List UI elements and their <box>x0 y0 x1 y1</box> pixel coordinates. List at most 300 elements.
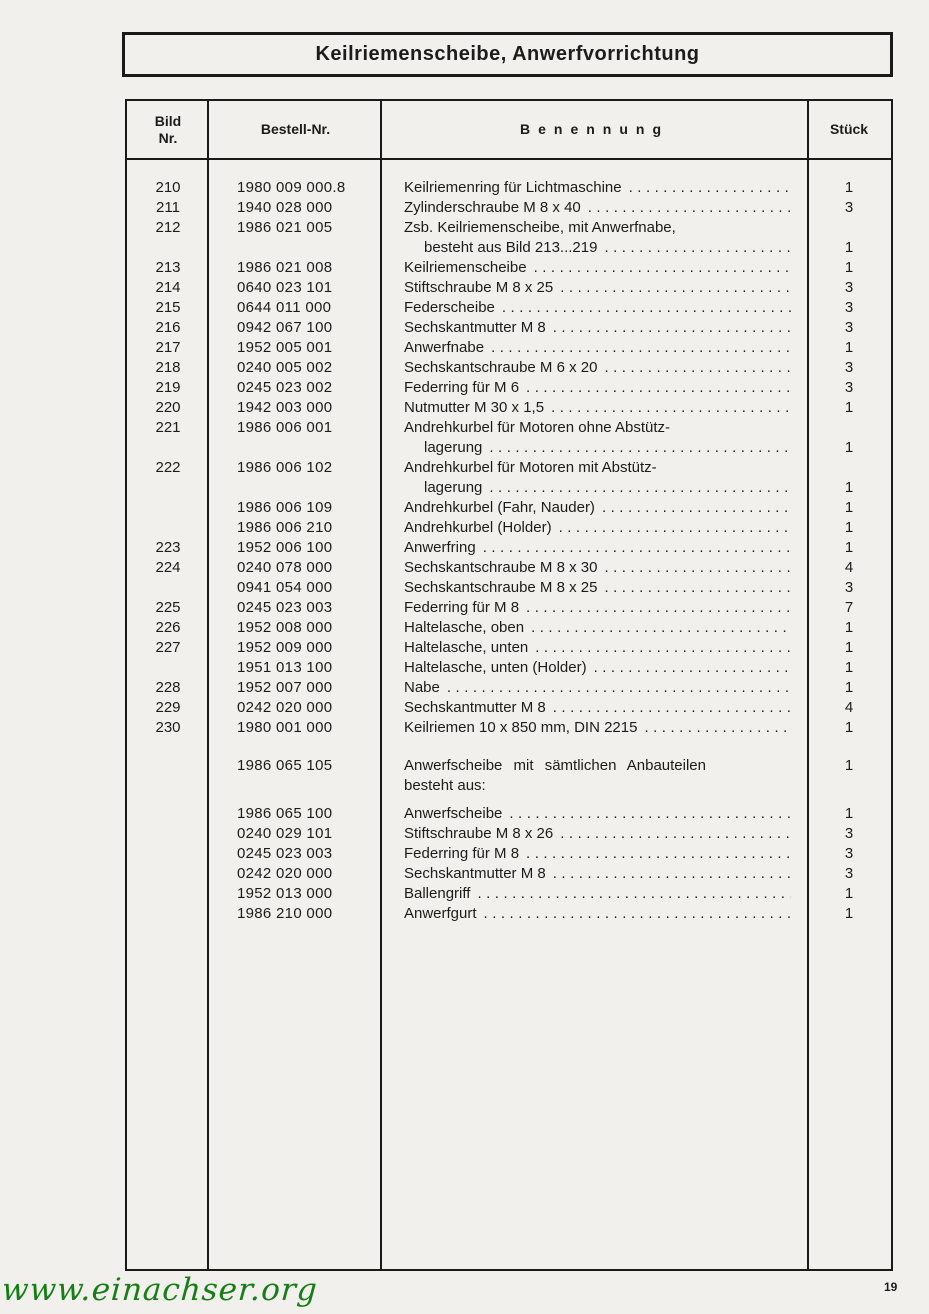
cell-bestell-nr: 1952 007 000 <box>237 679 333 696</box>
cell-stueck <box>807 458 891 498</box>
cell-bild-nr: 220 <box>155 399 181 416</box>
column-divider <box>380 101 382 1269</box>
qty-line: 1 <box>844 805 854 822</box>
table-row <box>127 844 891 864</box>
benennung-line <box>404 638 791 658</box>
table-row <box>127 358 891 378</box>
row-spacer <box>127 796 891 804</box>
header-bild-nr-label: Bild Nr. <box>154 112 182 146</box>
benennung-line <box>404 598 791 618</box>
part-name: Stiftschraube M 8 x 25 <box>404 279 554 296</box>
header-bild-nr <box>127 101 209 158</box>
qty-line: 4 <box>844 699 854 716</box>
cell-stueck <box>807 718 891 738</box>
cell-bild-nr <box>127 518 209 538</box>
cell-bild-nr: 217 <box>155 339 181 356</box>
qty-line: 3 <box>844 319 854 336</box>
cell-stueck <box>807 678 891 698</box>
cell-bestell-nr: 1952 013 000 <box>237 885 333 902</box>
cell-bild-nr <box>127 756 209 796</box>
cell-bild-nr <box>127 844 209 864</box>
qty-line: 3 <box>844 579 854 596</box>
benennung-line <box>404 776 791 796</box>
table-row <box>127 578 891 598</box>
cell-benennung <box>382 844 807 864</box>
cell-bestell-nr: 0240 078 000 <box>237 559 333 576</box>
benennung-line <box>404 378 791 398</box>
cell-stueck <box>807 904 891 924</box>
cell-stueck <box>807 418 891 458</box>
part-name: Federring für M 8 <box>404 845 520 862</box>
dot-leader <box>483 538 791 558</box>
dot-leader <box>526 598 791 618</box>
cell-stueck <box>807 278 891 298</box>
part-name: Sechskantmutter M 8 <box>404 699 546 716</box>
dot-leader <box>534 258 791 278</box>
column-divider <box>807 101 809 1269</box>
part-name: Federscheibe <box>404 299 495 316</box>
cell-benennung <box>382 678 807 698</box>
qty-line: 1 <box>844 179 854 196</box>
page-number: 19 <box>884 1280 898 1294</box>
cell-bestell-nr: 1986 210 000 <box>237 905 333 922</box>
cell-benennung <box>382 756 807 796</box>
cell-benennung <box>382 804 807 824</box>
table-row <box>127 298 891 318</box>
cell-bild-nr <box>127 864 209 884</box>
dot-leader <box>491 338 791 358</box>
table-row <box>127 884 891 904</box>
qty-line: 1 <box>844 239 854 256</box>
cell-bestell-nr: 0245 023 003 <box>237 845 333 862</box>
part-name: lagerung <box>424 439 483 456</box>
table-row <box>127 864 891 884</box>
benennung-line <box>404 298 791 318</box>
benennung-line <box>404 824 791 844</box>
dot-leader <box>604 558 791 578</box>
qty-line: 3 <box>844 845 854 862</box>
qty-line: 1 <box>844 259 854 276</box>
cell-benennung <box>382 518 807 538</box>
qty-line: 1 <box>844 757 854 774</box>
table-row <box>127 378 891 398</box>
table-row <box>127 698 891 718</box>
part-name: besteht aus Bild 213...219 <box>424 239 598 256</box>
part-name: Sechskantschraube M 8 x 30 <box>404 559 598 576</box>
benennung-line <box>404 398 791 418</box>
qty-line: 3 <box>844 279 854 296</box>
cell-stueck <box>807 864 891 884</box>
qty-line: 1 <box>844 499 854 516</box>
part-name: Sechskantmutter M 8 <box>404 319 546 336</box>
dot-leader <box>526 378 791 398</box>
cell-stueck <box>807 358 891 378</box>
cell-bild-nr: 218 <box>155 359 181 376</box>
qty-line: 1 <box>844 339 854 356</box>
cell-bestell-nr: 0644 011 000 <box>237 299 332 316</box>
dot-leader <box>604 358 791 378</box>
cell-benennung <box>382 318 807 338</box>
part-name: besteht aus: <box>404 777 486 794</box>
part-name: Andrehkurbel für Motoren ohne Abstütz- <box>404 419 670 436</box>
cell-benennung <box>382 538 807 558</box>
benennung-line <box>404 658 791 678</box>
cell-benennung <box>382 418 807 458</box>
cell-benennung <box>382 398 807 418</box>
cell-bestell-nr: 1980 009 000.8 <box>237 179 346 196</box>
dot-leader <box>551 398 791 418</box>
dot-leader <box>553 318 791 338</box>
cell-bild-nr <box>127 884 209 904</box>
cell-benennung <box>382 218 807 258</box>
benennung-line <box>404 578 791 598</box>
benennung-line <box>404 278 791 298</box>
cell-bild-nr: 223 <box>155 539 181 556</box>
benennung-line <box>404 198 791 218</box>
page-title: Keilriemenscheibe, Anwerfvorrichtung <box>315 43 700 65</box>
dot-leader <box>604 578 791 598</box>
table-row <box>127 518 891 538</box>
qty-line: 1 <box>844 399 854 416</box>
cell-stueck <box>807 218 891 258</box>
cell-stueck <box>807 198 891 218</box>
cell-bestell-nr: 0245 023 003 <box>237 599 333 616</box>
cell-bestell-nr: 1986 021 008 <box>237 259 333 276</box>
table-body <box>127 160 891 1269</box>
cell-bild-nr: 219 <box>155 379 181 396</box>
qty-line: 1 <box>844 719 854 736</box>
qty-line <box>807 218 891 238</box>
cell-benennung <box>382 824 807 844</box>
cell-bild-nr <box>127 904 209 924</box>
benennung-line <box>404 478 791 498</box>
cell-stueck <box>807 398 891 418</box>
cell-stueck <box>807 558 891 578</box>
dot-leader <box>484 904 791 924</box>
cell-bild-nr: 221 <box>155 419 181 436</box>
part-name: Nabe <box>404 679 440 696</box>
cell-stueck <box>807 756 891 796</box>
dot-leader <box>560 824 791 844</box>
cell-benennung <box>382 358 807 378</box>
cell-bild-nr: 222 <box>155 459 181 476</box>
cell-bild-nr: 214 <box>155 279 181 296</box>
dot-leader <box>604 238 791 258</box>
table-row <box>127 756 891 796</box>
dot-leader <box>588 198 791 218</box>
cell-bestell-nr: 1952 009 000 <box>237 639 333 656</box>
cell-stueck <box>807 578 891 598</box>
table-row <box>127 458 891 498</box>
table-row <box>127 658 891 678</box>
benennung-line <box>404 418 791 438</box>
table-row <box>127 804 891 824</box>
cell-benennung <box>382 578 807 598</box>
cell-stueck <box>807 884 891 904</box>
cell-stueck <box>807 338 891 358</box>
table-row <box>127 538 891 558</box>
cell-bestell-nr: 1952 005 001 <box>237 339 333 356</box>
part-name: Keilriemenscheibe <box>404 259 527 276</box>
table-row <box>127 258 891 278</box>
benennung-line <box>404 678 791 698</box>
benennung-line <box>404 718 791 738</box>
part-name: Keilriemenring für Lichtmaschine <box>404 179 622 196</box>
table-row <box>127 398 891 418</box>
benennung-line <box>404 238 791 258</box>
table-row <box>127 824 891 844</box>
table-row <box>127 198 891 218</box>
cell-bestell-nr: 0240 029 101 <box>237 825 333 842</box>
cell-bild-nr <box>127 498 209 518</box>
cell-benennung <box>382 298 807 318</box>
cell-bild-nr: 225 <box>155 599 181 616</box>
page-title-box <box>122 32 893 77</box>
qty-line: 4 <box>844 559 854 576</box>
cell-benennung <box>382 618 807 638</box>
part-name: Andrehkurbel (Fahr, Nauder) <box>404 499 595 516</box>
qty-line: 1 <box>844 659 854 676</box>
part-name: Nutmutter M 30 x 1,5 <box>404 399 545 416</box>
cell-bestell-nr: 0242 020 000 <box>237 699 333 716</box>
cell-benennung <box>382 198 807 218</box>
cell-bild-nr: 215 <box>155 299 181 316</box>
part-name: Ballengriff <box>404 885 471 902</box>
dot-leader <box>489 438 791 458</box>
part-name: Anwerfnabe <box>404 339 485 356</box>
part-name: Anwerfring <box>404 539 476 556</box>
benennung-line <box>404 904 791 924</box>
cell-bestell-nr: 1986 006 210 <box>237 519 333 536</box>
cell-bild-nr: 227 <box>155 639 181 656</box>
qty-line <box>807 418 891 438</box>
cell-bild-nr <box>127 804 209 824</box>
benennung-line <box>404 458 791 478</box>
cell-stueck <box>807 844 891 864</box>
benennung-line <box>404 318 791 338</box>
row-spacer <box>127 738 891 756</box>
part-name: Haltelasche, oben <box>404 619 525 636</box>
table-row <box>127 678 891 698</box>
qty-line: 1 <box>844 885 854 902</box>
benennung-line <box>404 864 791 884</box>
table-row <box>127 338 891 358</box>
cell-stueck <box>807 618 891 638</box>
part-name: Zylinderschraube M 8 x 40 <box>404 199 581 216</box>
qty-line <box>807 458 891 478</box>
part-name: Sechskantmutter M 8 <box>404 865 546 882</box>
dot-leader <box>553 698 791 718</box>
part-name: Andrehkurbel (Holder) <box>404 519 552 536</box>
qty-line: 1 <box>844 439 854 456</box>
cell-bild-nr: 216 <box>155 319 181 336</box>
qty-line: 1 <box>844 619 854 636</box>
cell-benennung <box>382 558 807 578</box>
part-name: Anwerfgurt <box>404 905 477 922</box>
dot-leader <box>535 638 791 658</box>
cell-bestell-nr: 1986 006 102 <box>237 459 333 476</box>
table-row <box>127 278 891 298</box>
dot-leader <box>477 884 791 904</box>
cell-bestell-nr: 1940 028 000 <box>237 199 333 216</box>
qty-line: 1 <box>844 479 854 496</box>
dot-leader <box>560 278 791 298</box>
part-name: Haltelasche, unten (Holder) <box>404 659 587 676</box>
dot-leader <box>594 658 791 678</box>
cell-stueck <box>807 178 891 198</box>
benennung-line <box>404 338 791 358</box>
table-row <box>127 558 891 578</box>
dot-leader <box>644 718 791 738</box>
cell-stueck <box>807 298 891 318</box>
cell-bestell-nr: 0941 054 000 <box>237 579 333 596</box>
header-benennung: Benennung <box>520 121 669 137</box>
benennung-line <box>404 804 791 824</box>
part-name: Haltelasche, unten <box>404 639 529 656</box>
cell-benennung <box>382 904 807 924</box>
cell-benennung <box>382 338 807 358</box>
header-stueck: Stück <box>829 121 869 137</box>
cell-bestell-nr: 1986 065 100 <box>237 805 333 822</box>
part-name: Federring für M 6 <box>404 379 520 396</box>
cell-bestell-nr: 1942 003 000 <box>237 399 333 416</box>
benennung-line <box>404 756 791 776</box>
cell-stueck <box>807 538 891 558</box>
table-header <box>127 101 891 160</box>
dot-leader <box>531 618 791 638</box>
benennung-line <box>404 258 791 278</box>
cell-benennung <box>382 638 807 658</box>
cell-stueck <box>807 658 891 678</box>
benennung-line <box>404 698 791 718</box>
cell-benennung <box>382 378 807 398</box>
dot-leader <box>559 518 791 538</box>
cell-benennung <box>382 498 807 518</box>
cell-stueck <box>807 804 891 824</box>
qty-line: 1 <box>844 539 854 556</box>
benennung-line <box>404 558 791 578</box>
benennung-line <box>404 538 791 558</box>
benennung-line <box>404 358 791 378</box>
part-name: Stiftschraube M 8 x 26 <box>404 825 554 842</box>
cell-benennung <box>382 658 807 678</box>
cell-stueck <box>807 518 891 538</box>
cell-bestell-nr: 1952 006 100 <box>237 539 333 556</box>
qty-line: 1 <box>844 519 854 536</box>
qty-line: 3 <box>844 199 854 216</box>
table-row <box>127 218 891 258</box>
cell-bestell-nr: 1986 021 005 <box>237 219 333 236</box>
header-bestell-nr: Bestell-Nr. <box>260 121 331 137</box>
qty-line <box>807 776 891 796</box>
part-name: Anwerfscheibe <box>404 805 503 822</box>
cell-benennung <box>382 864 807 884</box>
cell-bild-nr: 224 <box>155 559 181 576</box>
table-row <box>127 498 891 518</box>
cell-benennung <box>382 698 807 718</box>
table-body-top-gap <box>127 160 891 178</box>
cell-bestell-nr: 0640 023 101 <box>237 279 333 296</box>
part-name: lagerung <box>424 479 483 496</box>
cell-benennung <box>382 884 807 904</box>
benennung-line <box>404 178 791 198</box>
cell-stueck <box>807 498 891 518</box>
cell-bestell-nr: 1986 065 105 <box>237 757 333 774</box>
part-name: Keilriemen 10 x 850 mm, DIN 2215 <box>404 719 638 736</box>
cell-benennung <box>382 178 807 198</box>
cell-bestell-nr: 0942 067 100 <box>237 319 333 336</box>
qty-line: 7 <box>844 599 854 616</box>
cell-bild-nr <box>127 658 209 678</box>
part-name: Anwerfscheibe mit sämtlichen Anbauteilen <box>404 757 706 774</box>
cell-bild-nr: 230 <box>155 719 181 736</box>
cell-bild-nr: 228 <box>155 679 181 696</box>
qty-line: 3 <box>844 359 854 376</box>
cell-benennung <box>382 258 807 278</box>
table-row <box>127 318 891 338</box>
part-name: Sechskantschraube M 8 x 25 <box>404 579 598 596</box>
cell-bild-nr: 212 <box>155 219 181 236</box>
cell-bestell-nr: 1980 001 000 <box>237 719 333 736</box>
qty-line: 1 <box>844 679 854 696</box>
benennung-line <box>404 438 791 458</box>
cell-bild-nr <box>127 578 209 598</box>
benennung-line <box>404 884 791 904</box>
cell-bestell-nr: 1986 006 109 <box>237 499 333 516</box>
watermark: www.einachser.org <box>0 1272 319 1308</box>
table-row <box>127 904 891 924</box>
part-name: Andrehkurbel für Motoren mit Abstütz- <box>404 459 657 476</box>
parts-table <box>125 99 893 1271</box>
column-divider <box>207 101 209 1269</box>
part-name: Sechskantschraube M 6 x 20 <box>404 359 598 376</box>
dot-leader <box>502 298 791 318</box>
cell-stueck <box>807 824 891 844</box>
cell-stueck <box>807 638 891 658</box>
dot-leader <box>602 498 791 518</box>
dot-leader <box>526 844 791 864</box>
cell-stueck <box>807 598 891 618</box>
dot-leader <box>489 478 791 498</box>
qty-line: 1 <box>844 639 854 656</box>
cell-bestell-nr: 1951 013 100 <box>237 659 333 676</box>
table-row <box>127 638 891 658</box>
cell-bild-nr: 213 <box>155 259 181 276</box>
cell-bestell-nr: 0240 005 002 <box>237 359 333 376</box>
table-row <box>127 718 891 738</box>
cell-benennung <box>382 718 807 738</box>
cell-stueck <box>807 698 891 718</box>
table-row <box>127 598 891 618</box>
table-row <box>127 418 891 458</box>
cell-bestell-nr: 0245 023 002 <box>237 379 333 396</box>
part-name: Zsb. Keilriemenscheibe, mit Anwerfnabe, <box>404 219 676 236</box>
cell-bestell-nr: 1952 008 000 <box>237 619 333 636</box>
cell-bild-nr: 229 <box>155 699 181 716</box>
benennung-line <box>404 498 791 518</box>
cell-stueck <box>807 378 891 398</box>
benennung-line <box>404 844 791 864</box>
cell-stueck <box>807 258 891 278</box>
benennung-line <box>404 618 791 638</box>
benennung-line <box>404 218 791 238</box>
qty-line: 3 <box>844 865 854 882</box>
table-row <box>127 618 891 638</box>
cell-bild-nr: 226 <box>155 619 181 636</box>
cell-bild-nr <box>127 824 209 844</box>
dot-leader <box>447 678 791 698</box>
cell-bild-nr: 210 <box>155 179 181 196</box>
